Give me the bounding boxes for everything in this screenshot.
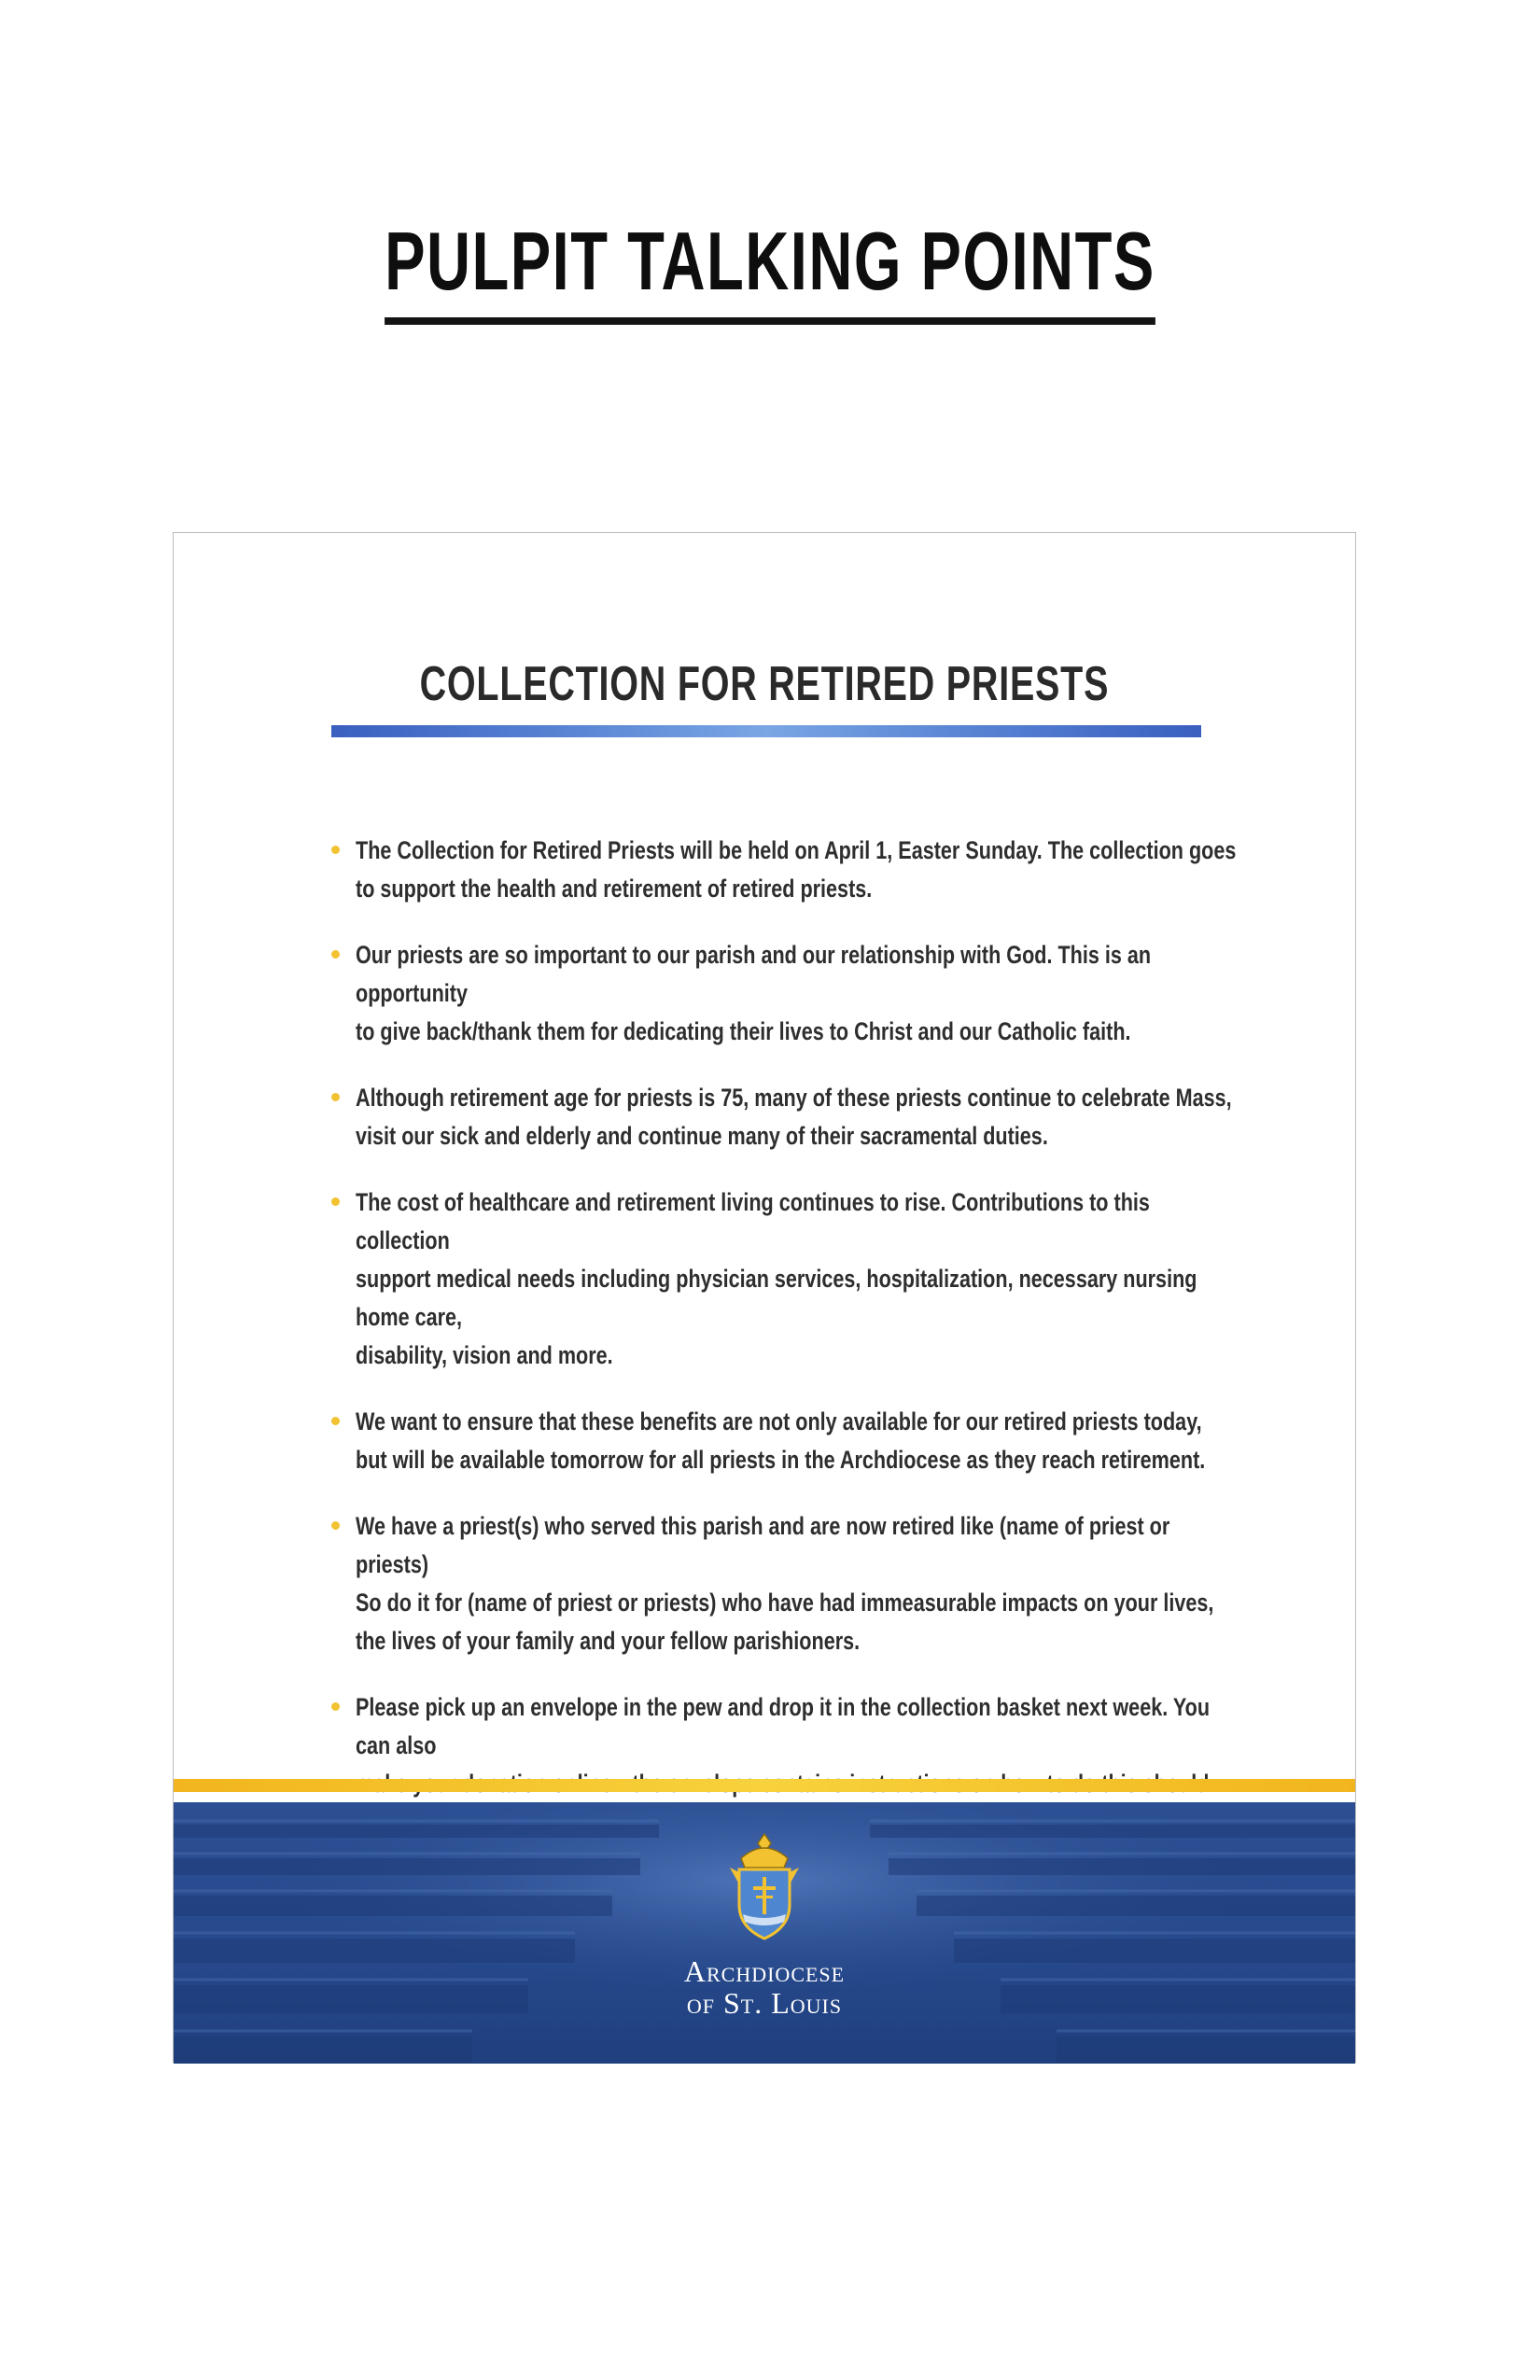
bullet-dot-icon [331, 1702, 340, 1711]
archdiocese-logo [174, 1830, 1355, 2019]
bullet-dot-icon [331, 1197, 340, 1206]
bullet-dot-icon [331, 1521, 340, 1530]
point-text: Although retirement age for priests is 75, many of these priests continue to celebrate Mass, visit our sick and elderly and continue many of their sacramental duties. [356, 1084, 1232, 1150]
point-text: The Collection for Retired Priests will be held on April 1, Easter Sunday. The collection goes to support the health and retirement of retired priests. [356, 836, 1237, 903]
card-title: COLLECTION FOR RETIRED PRIESTS [419, 657, 1110, 711]
point-text: Our priests are so important to our parish and our relationship with God. This is an opportunity to give back/thank them for dedicating their lives to Christ and our Catholic faith. [356, 941, 1152, 1045]
archdiocese-name [174, 1955, 1355, 2019]
list-item [329, 832, 1244, 908]
talking-points-card [173, 532, 1356, 2063]
org-name-line1: Archdiocese [683, 1954, 846, 1988]
point-text: Please pick up an envelope in the pew and drop it in the collection basket next week. You can also [356, 1693, 1211, 1759]
title-underline [331, 725, 1201, 737]
archdiocese-crest-icon [722, 1830, 806, 1942]
point-text: The cost of healthcare and retirement living continues to rise. Contributions to this collection support medical needs including physician services, hospitalization, necessary nursing home care, disability, vision and more. [356, 1188, 1197, 1369]
page-title: PULPIT TALKING POINTS [385, 220, 1155, 325]
list-item [329, 936, 1244, 1051]
bullet-dot-icon [331, 950, 340, 959]
org-name-line2: of St. Louis [686, 1986, 843, 2020]
list-item [329, 1079, 1244, 1155]
page-title-area [0, 215, 1540, 325]
list-item [329, 1403, 1244, 1479]
footer-banner [174, 1802, 1355, 2064]
bullet-dot-icon [331, 1093, 340, 1101]
bullet-dot-icon [331, 1417, 340, 1425]
point-text: We want to ensure that these benefits are not only available for our retired priests today, but will be available tomorrow for all priests in the Archdiocese as they reach retirement. [356, 1407, 1206, 1474]
list-item [329, 1183, 1244, 1375]
card-title-area [174, 658, 1355, 711]
list-item [329, 1507, 1244, 1660]
point-text: We have a priest(s) who served this parish and are now retired like (name of priest or priests) So do it for (name of priest or priests) who have had immeasurable impacts on your lives, the lives of your family and your fellow parishioners. [356, 1512, 1214, 1655]
talking-points-list [329, 832, 1244, 1908]
gold-divider [174, 1779, 1355, 1792]
bullet-dot-icon [331, 846, 340, 854]
